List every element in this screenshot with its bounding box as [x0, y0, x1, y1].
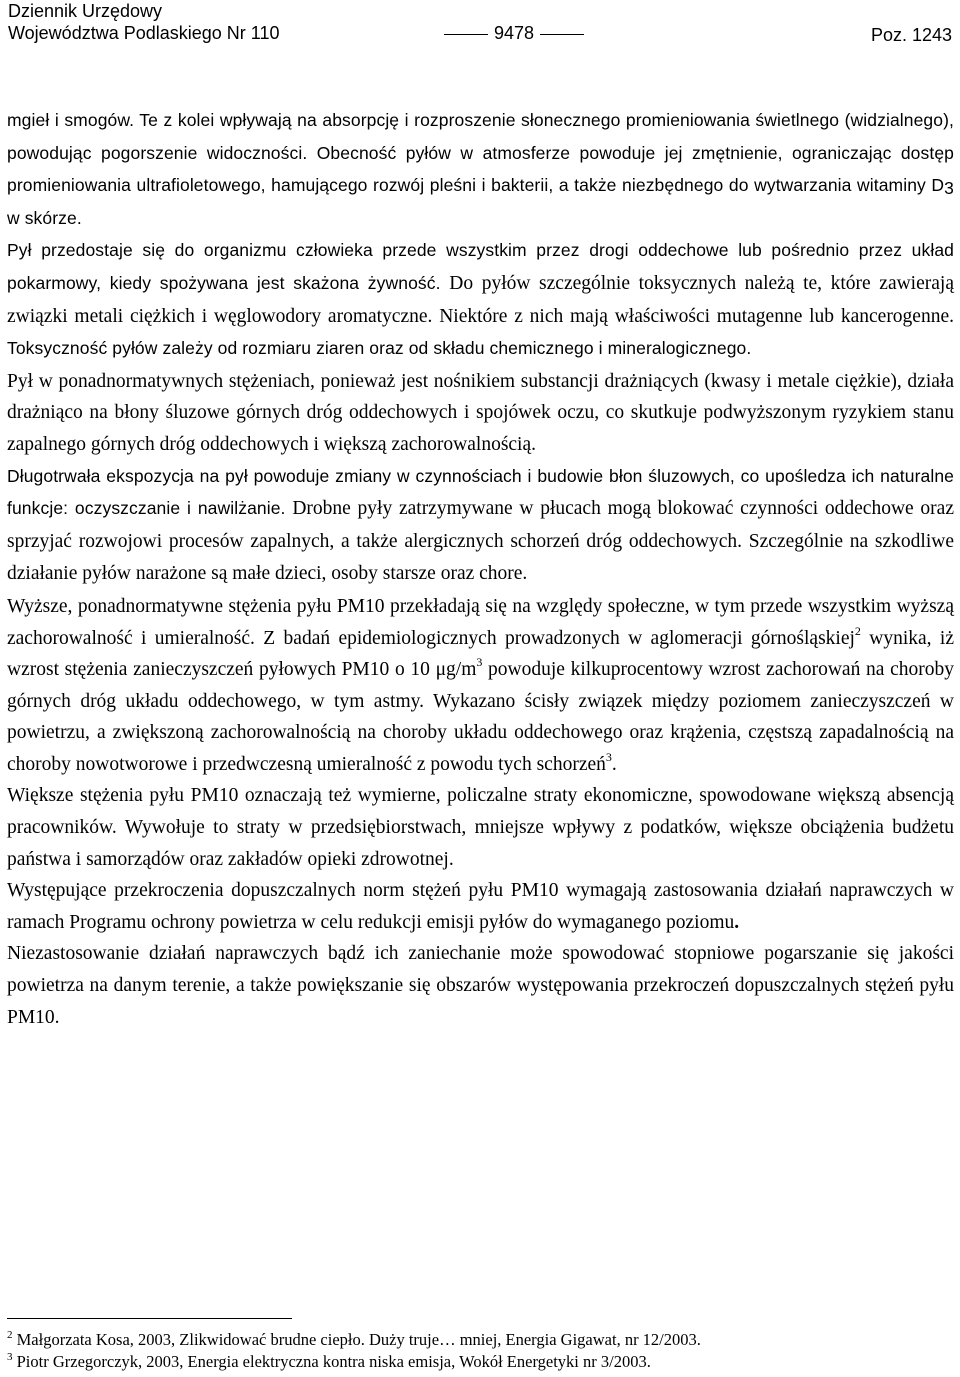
- paragraph-1-text: mgieł i smogów. Te z kolei wpływają na absorpcję i rozproszenie słonecznego promieniowania świetlnego (widzialnego), powodując pogorszenie widoczności. Obecność pyłów w atmosferze powoduje jej zmętnienie, ograniczając dostęp promieniowania ultrafioletowego, hamującego rozwój pleśni i bakterii, a także niezbędnego do wytwarzania witaminy D: [7, 110, 954, 196]
- document-body: [7, 105, 954, 1033]
- dash-left: [444, 34, 488, 35]
- paragraph-5-part-b: wynika, iż wzrost stężenia zanieczyszczeń pyłowych PM10 o 10 μg/m: [7, 627, 954, 681]
- footnote-separator: [7, 1318, 292, 1319]
- paragraph-3: Pył w ponadnormatywnych stężeniach, ponieważ jest nośnikiem substancji drażniących (kwasy i metale ciężkie), działa drażniąco na błony śluzowe górnych dróg oddechowych i spojówek oczu, co skutkuje podwyższonym ryzykiem stanu zapalnego górnych dróg oddechowych i większą zachorowalnością.: [7, 370, 954, 455]
- paragraph-4: [7, 461, 954, 591]
- paragraph-1: [7, 105, 954, 235]
- footnote-3-mark: 3: [7, 1351, 13, 1363]
- footnote-ref-2: 2: [854, 623, 861, 638]
- paragraph-4-part-b: Drobne pyły zatrzymywane w płucach mogą blokować czynności oddechowe oraz sprzyjać rozwojowi procesów zapalnych, a także alergicznych schorzeń dróg oddechowych. Szczególnie na szkodliwe działanie pyłów narażone są małe dzieci, osoby starsze oraz chore.: [7, 498, 954, 585]
- unit-superscript: 3: [476, 655, 483, 670]
- page-number: [438, 22, 590, 45]
- journal-issue: Województwa Podlaskiego Nr 110: [8, 23, 280, 43]
- paragraph-5: [7, 591, 954, 781]
- paragraph-5-end: .: [611, 753, 617, 775]
- footnote-2-mark: 2: [7, 1329, 13, 1341]
- paragraph-4-part-a: Długotrwała ekspozycja na pył powoduje zmiany w czynnościach i budowie błon śluzowych, co upośledza ich naturalne funkcje: oczyszczanie i nawilżanie.: [7, 465, 954, 519]
- paragraph-5-part-a: Wyższe, ponadnormatywne stężenia pyłu PM10 przekładają się na względy społeczne, w tym przede wszystkim wyższą zachorowalność i umieralność. Z badań epidemiologicznych prowadzonych w aglomeracji górnośląskiej: [7, 595, 954, 649]
- position-number: Poz. 1243: [870, 25, 952, 45]
- paragraph-2-part-c: Toksyczność pyłów zależy od rozmiaru ziaren oraz od składu chemicznego i mineralogicznego.: [7, 338, 752, 359]
- journal-title: Dziennik Urzędowy: [8, 1, 163, 21]
- dash-right: [540, 34, 584, 35]
- footnote-3-text: Piotr Grzegorczyk, 2003, Energia elektryczna kontra niska emisja, Wokół Energetyki nr 3/2003.: [12, 1352, 651, 1371]
- footnote-ref-3: 3: [605, 749, 612, 764]
- paragraph-5-part-c: powoduje kilkuprocentowy wzrost zachorowań na choroby górnych dróg układu oddechowego, w tym astmy. Wykazano ścisły związek między poziomem zanieczyszczeń w powietrzu, a zwiększoną zachorowalnością na choroby układu oddechowego oraz krążenia, częstszą zapadalnością na choroby nowotworowe i przedwczesną umieralność z powodu tych schorzeń: [7, 659, 955, 775]
- paragraph-2-part-a: Pył przedostaje się do organizmu człowieka przede wszystkim przez drogi oddechowe lub pośrednio przez układ pokarmowy, kiedy spożywana jest skażona żywność.: [7, 240, 954, 293]
- footnote-2-text: Małgorzata Kosa, 2003, Zlikwidować brudne ciepło. Duży truje… mniej, Energia Gigawat, nr 12/2003.: [12, 1330, 701, 1349]
- paragraph-7-period: .: [734, 911, 740, 933]
- page-number-value: 9478: [494, 23, 535, 43]
- paragraph-1-end: w skórze.: [7, 207, 82, 228]
- paragraph-7: [7, 875, 954, 938]
- paragraph-2: [7, 235, 954, 365]
- paragraph-2-part-b: Do pyłów szczególnie toksycznych należą te, które zawierają związki metali ciężkich i węglowodory aromatyczne. Niektóre z nich mają właściwości mutagenne lub kancerogenne.: [7, 272, 954, 327]
- paragraph-8: Niezastosowanie działań naprawczych bądź ich zaniechanie może spowodować stopniowe pogarszanie się jakości powietrza na danym terenie, a także powiększanie się obszarów występowania przekroczeń dopuszczalnych stężeń pyłu PM10.: [7, 943, 954, 1028]
- paragraph-1-subscript: 3: [944, 178, 954, 199]
- footnote-3: [7, 1352, 651, 1372]
- footnote-2: [7, 1330, 701, 1350]
- paragraph-6: Większe stężenia pyłu PM10 oznaczają też wymierne, policzalne straty ekonomiczne, spowodowane większą absencją pracowników. Wywołuje to straty w przedsiębiorstwach, mniejsze wpływy z podatków, większe obciążenia budżetu państwa i samorządów oraz zakładów opieki zdrowotnej.: [7, 785, 954, 870]
- paragraph-7-text: Występujące przekroczenia dopuszczalnych norm stężeń pyłu PM10 wymagają zastosowania działań naprawczych w ramach Programu ochrony powietrza w celu redukcji emisji pyłów do wymaganego poziomu: [7, 880, 954, 933]
